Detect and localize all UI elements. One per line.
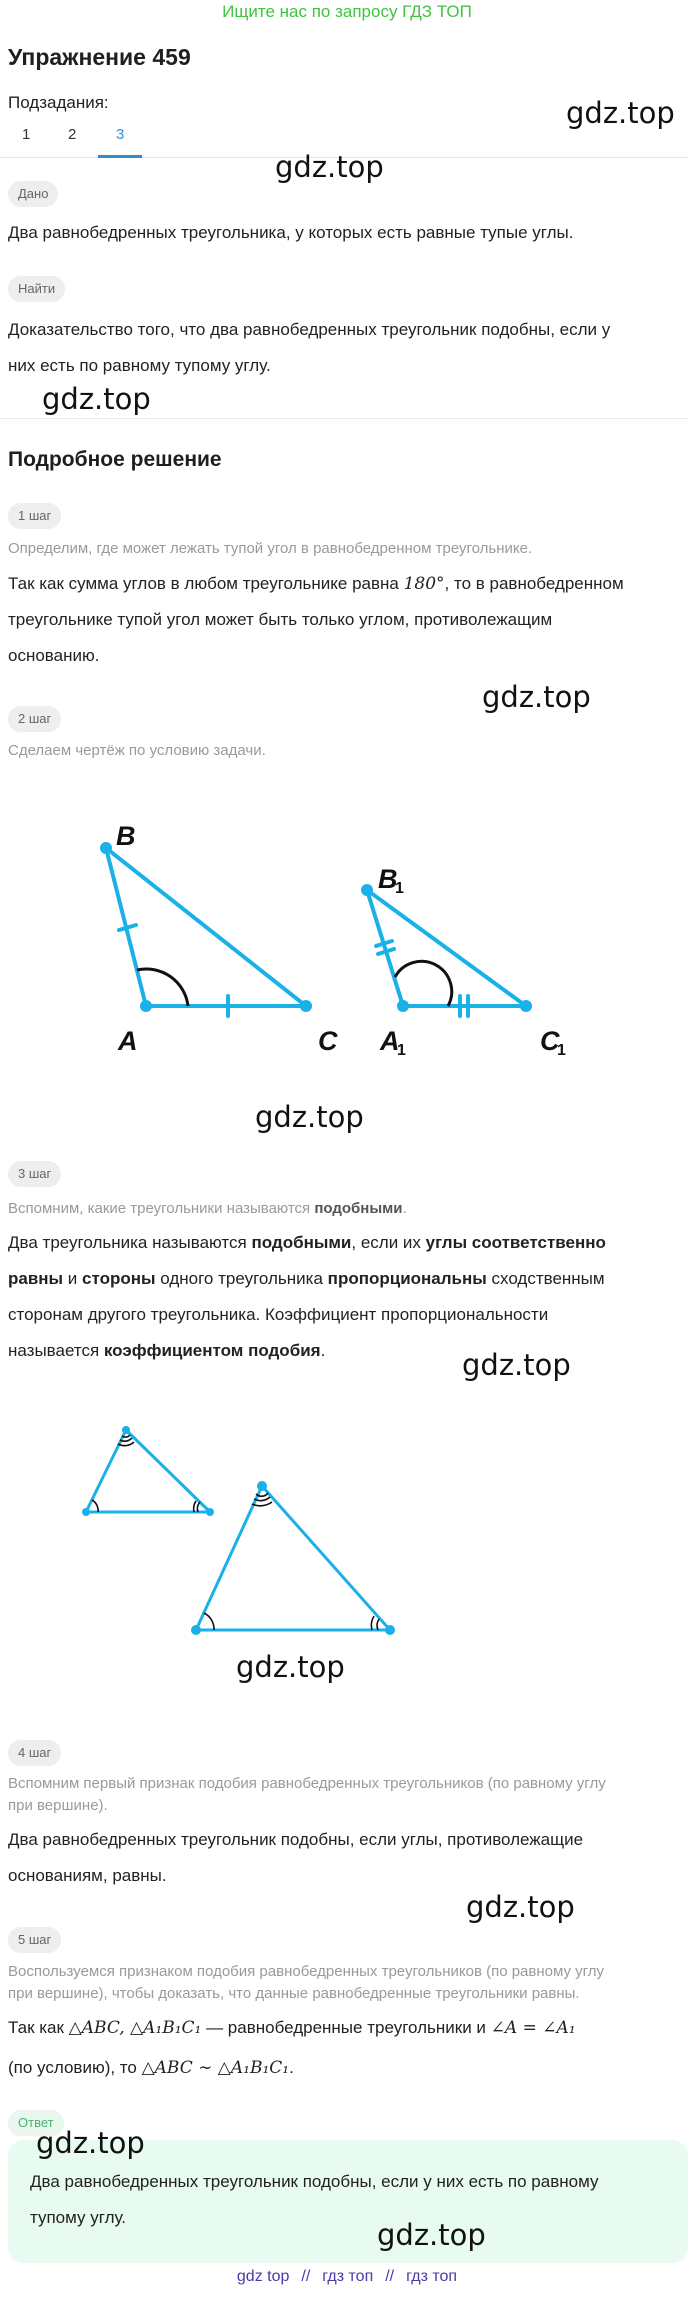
math-triangles: △ABC, △A₁B₁C₁ (68, 2018, 202, 2038)
find-text-line-1: Доказательство того, что два равнобедренных треугольник подобны, если у (8, 320, 611, 339)
answer-line-1: Два равнобедренных треугольник подобны, если у них есть по равному (30, 2172, 599, 2191)
answer-line-2: тупому углу. (30, 2208, 127, 2227)
find-badge: Найти (8, 276, 65, 302)
tab-2[interactable]: 2 (68, 126, 77, 143)
watermark: gdz.top (566, 96, 675, 130)
text-part: , если их (351, 1233, 426, 1252)
text-part: и (63, 1269, 83, 1288)
label-a: A (118, 1026, 138, 1056)
math-180: 180° (403, 574, 445, 594)
watermark: gdz.top (275, 150, 384, 184)
answer-text (30, 2164, 670, 2236)
step-3-line-3: сторонам другого треугольника. Коэффициент пропорциональности (8, 1305, 549, 1324)
footer-link[interactable]: gdz top (236, 2268, 290, 2285)
footer-links (0, 2265, 694, 2289)
vertex-point (520, 1000, 532, 1012)
given-badge: Дано (8, 181, 58, 207)
tab-1[interactable]: 1 (22, 126, 31, 143)
active-tab-indicator (98, 155, 142, 158)
text-part: называется (8, 1341, 104, 1360)
vertex-point (385, 1625, 395, 1635)
vertex-point (100, 842, 112, 854)
step-4-line-2: основаниям, равны. (8, 1866, 167, 1885)
text-part: (по условию), то (8, 2058, 142, 2077)
step-4-badge: 4 шаг (8, 1740, 61, 1766)
footer-separator: // (385, 2268, 395, 2285)
divider (0, 418, 688, 419)
text-part: Так как сумма углов в любом треугольнике равна (8, 574, 404, 593)
step-1-line-3: основанию. (8, 646, 100, 665)
text-part: Так как (8, 2018, 69, 2037)
step-1-line-2: треугольнике тупой угол может быть только углом, противолежащим (8, 610, 553, 629)
step-1-hint: Определим, где может лежать тупой угол в равнобедренном треугольнике. (8, 540, 533, 557)
angle-arc (395, 961, 452, 1006)
text-part: — равнобедренные треугольники и (201, 2018, 491, 2037)
step-3-hint (8, 1198, 680, 1220)
given-text: Два равнобедренных треугольника, у которых есть равные тупые углы. (8, 223, 574, 242)
text-part: . (320, 1341, 326, 1360)
tab-3[interactable]: 3 (116, 126, 125, 143)
tick-mark (378, 949, 394, 954)
vertex-point (300, 1000, 312, 1012)
text-part: коэффициентом подобия (103, 1341, 321, 1360)
math-similarity: △ABC ∼ △A₁B₁C₁ (141, 2058, 290, 2078)
label-a1: A (380, 1026, 400, 1056)
label-c: C (318, 1026, 338, 1056)
step-3-line-1 (8, 1225, 680, 1261)
label-subscript: 1 (557, 1042, 566, 1059)
vertex-point (257, 1481, 267, 1491)
footer-link[interactable]: гдз топ (322, 2268, 374, 2285)
text-part: , то в равнобедренном (444, 574, 624, 593)
large-triangle (196, 1486, 390, 1630)
similar-triangles-diagram (0, 1400, 694, 1640)
vertex-point (140, 1000, 152, 1012)
top-banner[interactable]: Ищите нас по запросу ГДЗ ТОП (222, 2, 472, 21)
answer-badge: Ответ (8, 2110, 64, 2136)
math-angles: ∠A = ∠A₁ (490, 2018, 576, 2038)
step-5-line-2 (8, 2050, 680, 2086)
step-3-line-2 (8, 1261, 680, 1297)
watermark: gdz.top (482, 680, 591, 714)
text-part: . (402, 1200, 407, 1217)
text-part: одного треугольника (155, 1269, 328, 1288)
watermark: gdz.top (462, 1348, 571, 1382)
label-b1: B (378, 864, 398, 894)
watermark: gdz.top (36, 2126, 145, 2160)
step-1-badge: 1 шаг (8, 503, 61, 529)
footer-link[interactable]: гдз топ (406, 2268, 458, 2285)
step-3-badge: 3 шаг (8, 1161, 61, 1187)
text-part: Два треугольника называются (8, 1233, 252, 1252)
page-title: Упражнение 459 (8, 44, 191, 70)
vertex-point (361, 884, 373, 896)
angle-arc (194, 1501, 196, 1512)
label-subscript: 1 (397, 1042, 406, 1059)
step-4-hint-line-1: Вспомним первый признак подобия равнобедренных треугольников (по равному углу (8, 1775, 606, 1792)
tick-mark (376, 941, 392, 946)
text-part: углы соответственно (425, 1233, 606, 1252)
watermark: gdz.top (255, 1100, 364, 1134)
watermark: gdz.top (377, 2218, 486, 2252)
step-5-hint-line-2: при вершине), чтобы доказать, что данные равнобедренные треугольники равны. (8, 1985, 580, 2002)
label-subscript: 1 (395, 880, 404, 897)
text-part: сходственным (486, 1269, 605, 1288)
step-1-line-1 (8, 566, 680, 602)
text-part: равны (8, 1269, 64, 1288)
watermark: gdz.top (466, 1890, 575, 1924)
step-3-line-4 (8, 1333, 680, 1369)
footer-separator: // (301, 2268, 311, 2285)
watermark: gdz.top (42, 382, 151, 416)
step-4-hint-line-2: при вершине). (8, 1797, 108, 1814)
watermark: gdz.top (236, 1650, 345, 1684)
step-5-hint-line-1: Воспользуемся признаком подобия равнобедренных треугольников (по равному углу (8, 1963, 605, 1980)
label-c1: C (540, 1026, 560, 1056)
angle-arc (377, 1619, 379, 1630)
text-part: стороны (82, 1269, 156, 1288)
text-part: . (289, 2058, 294, 2077)
subtasks-label: Подзадания: (8, 93, 109, 112)
step-5-badge: 5 шаг (8, 1927, 61, 1953)
tick-mark (119, 925, 136, 930)
label-b: B (116, 821, 136, 851)
vertex-point (191, 1625, 201, 1635)
solution-title: Подробное решение (8, 448, 222, 471)
step-5-line-1 (8, 2010, 680, 2046)
isosceles-triangles-diagram (0, 800, 694, 1070)
small-triangle (86, 1430, 210, 1512)
step-2-hint: Сделаем чертёж по условию задачи. (8, 742, 266, 759)
vertex-point (206, 1508, 214, 1516)
angle-arc (92, 1500, 98, 1512)
step-4-line-1: Два равнобедренных треугольник подобны, если углы, противолежащие (8, 1830, 584, 1849)
text-part: Вспомним, какие треугольники называются (8, 1200, 315, 1217)
vertex-point (122, 1426, 130, 1434)
angle-arc (204, 1613, 214, 1630)
angle-arc (371, 1616, 374, 1630)
text-part: пропорциональны (327, 1269, 487, 1288)
vertex-point (397, 1000, 409, 1012)
find-text-line-2: них есть по равному тупому углу. (8, 356, 271, 375)
text-part: подобными (314, 1200, 403, 1217)
step-2-badge: 2 шаг (8, 706, 61, 732)
vertex-point (82, 1508, 90, 1516)
text-part: подобными (251, 1233, 352, 1252)
